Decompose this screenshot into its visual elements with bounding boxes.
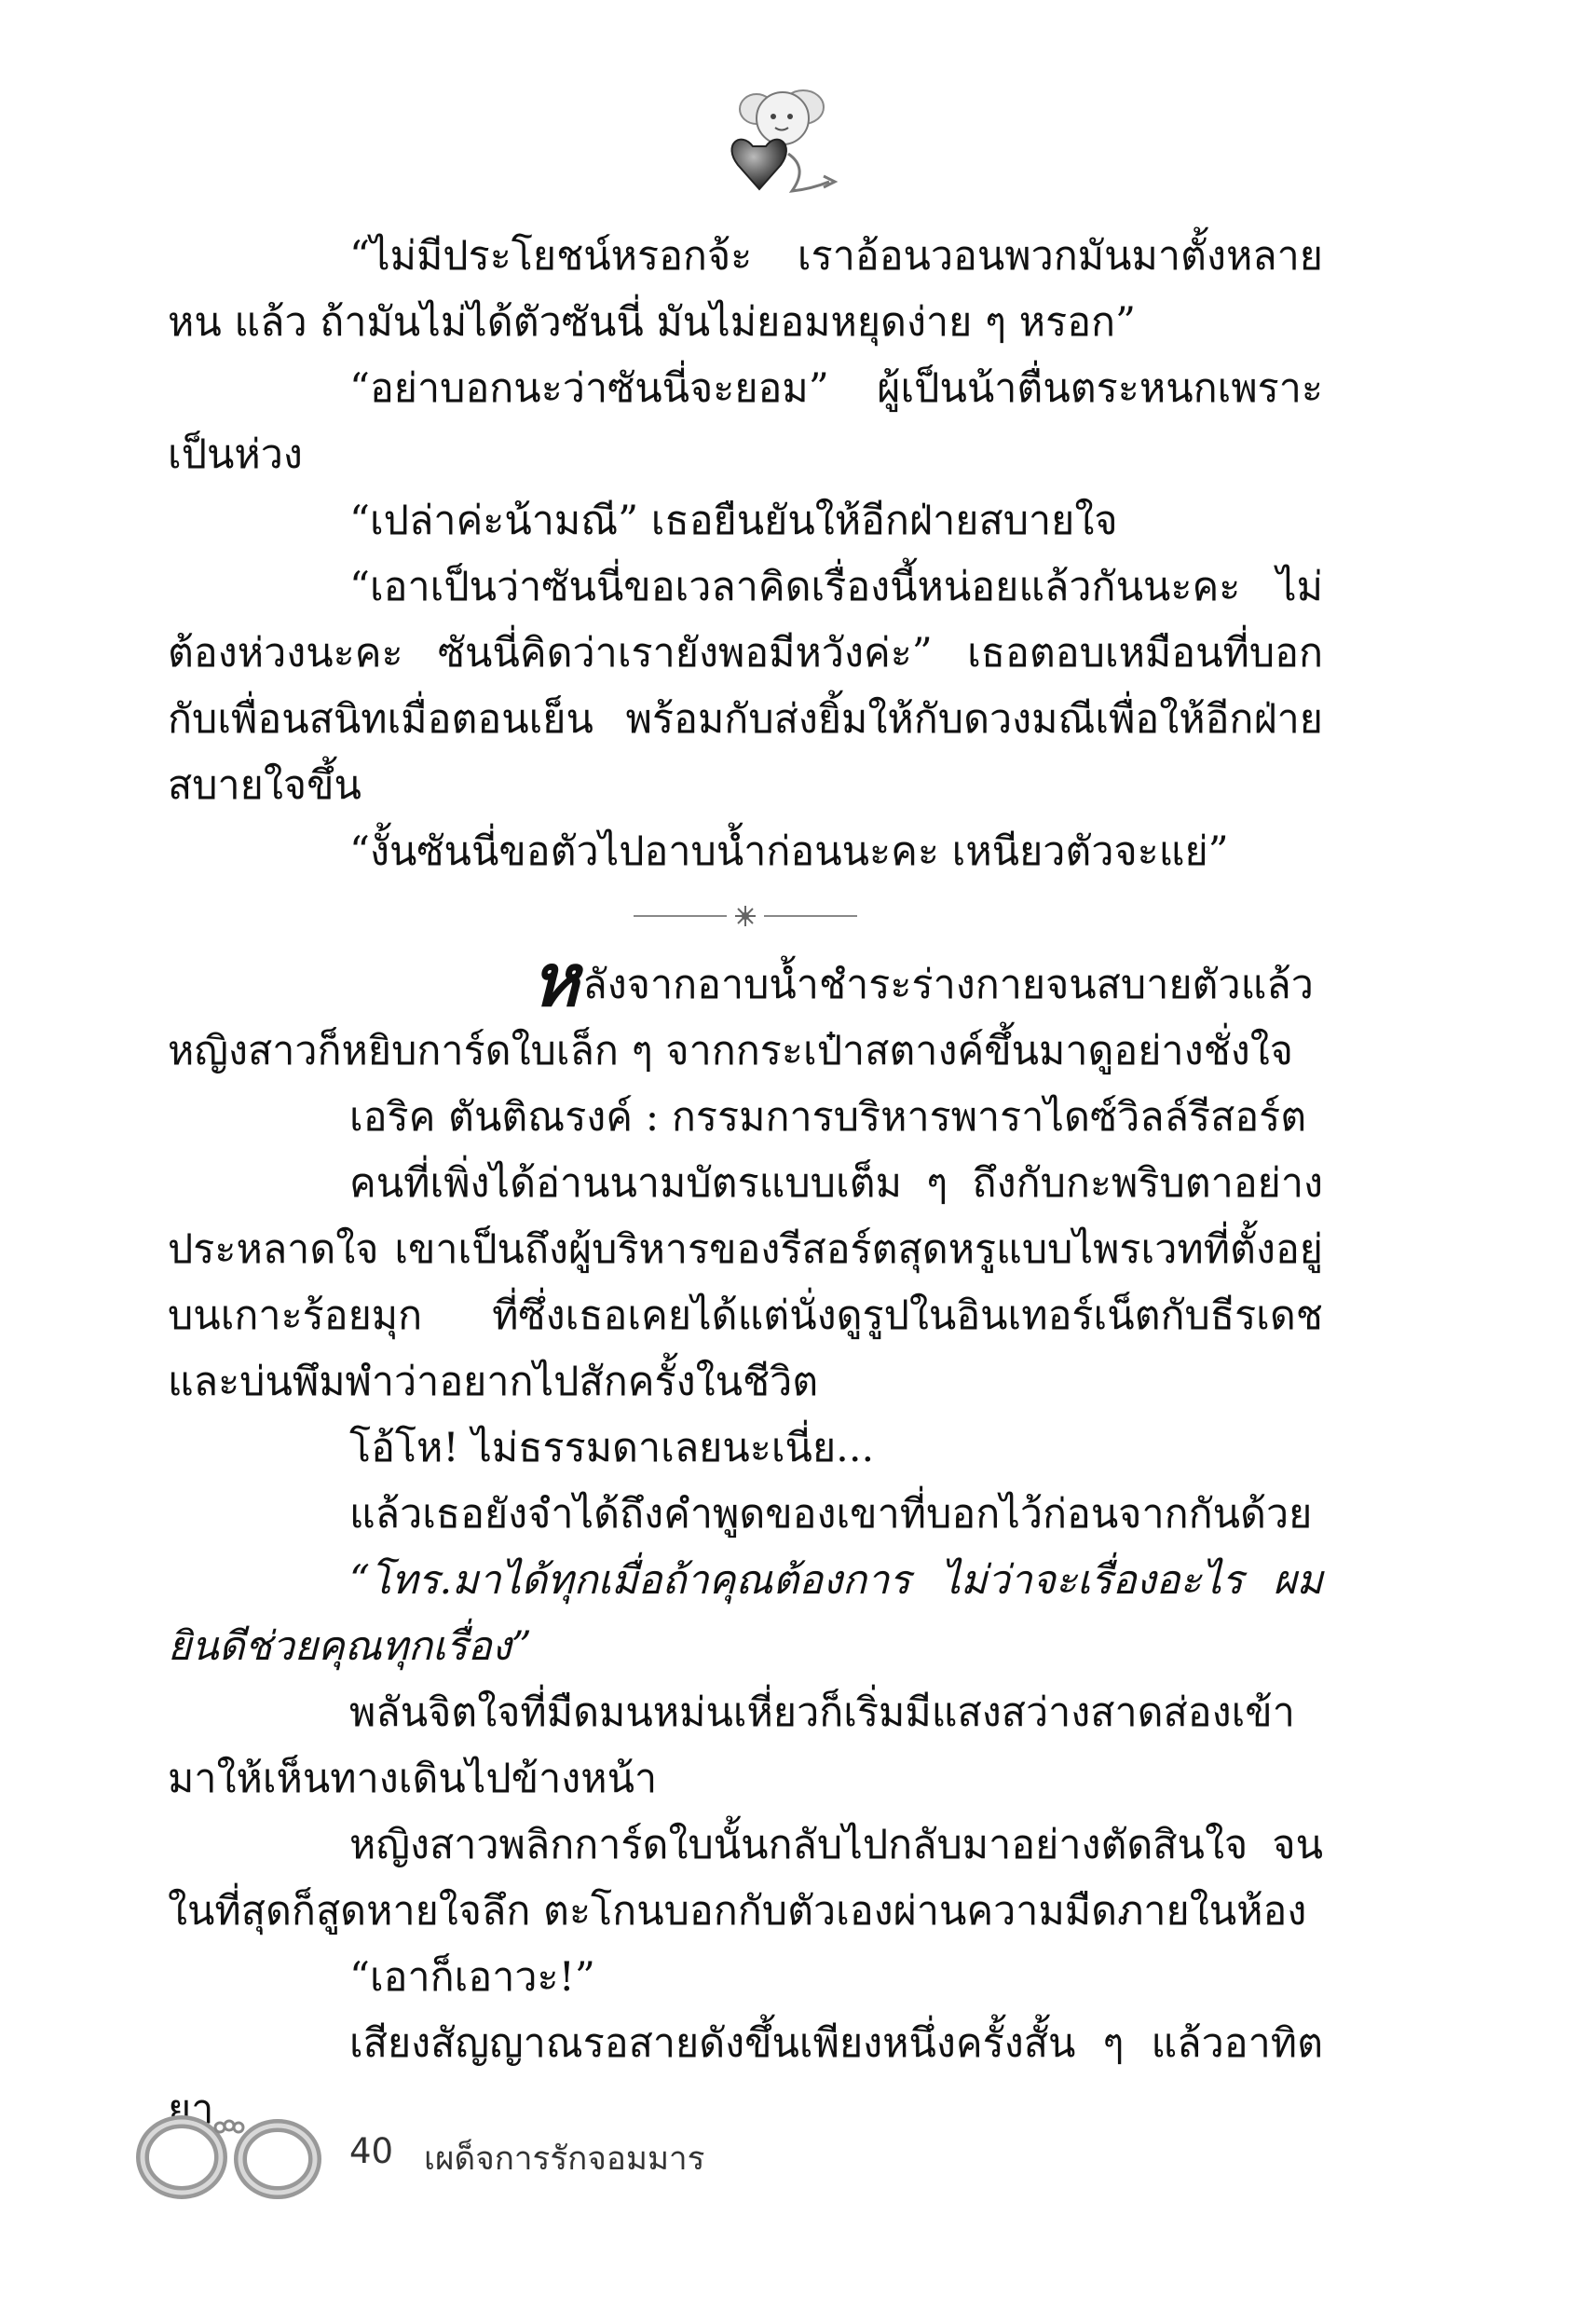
flower-divider-icon: [634, 902, 857, 930]
paragraph: หญิงสาวพลิกการ์ดใบนั้นกลับไปกลับมาอย่างตัดสินใจ จนในที่สุดก็สูดหายใจลึก ตะโกนบอกกับตัวเองผ่านความมืดภายในห้อง: [168, 1822, 1323, 1935]
page-number: 40: [349, 2131, 394, 2171]
paragraph: แล้วเธอยังจำได้ถึงคำพูดของเขาที่บอกไว้ก่อนจากกันด้วย: [349, 1491, 1313, 1538]
paragraph: “งั้นซันนี่ขอตัวไปอาบน้ำก่อนนะคะ เหนียวตัวจะแย่”: [349, 828, 1229, 875]
paragraph: “เอาเป็นว่าซันนี่ขอเวลาคิดเรื่องนี้หน่อยแล้วกันนะคะ ไม่ต้องห่วงนะคะ ซันนี่คิดว่าเรายังพอมีหวังค่ะ” เธอตอบเหมือนที่บอกกับเพื่อนสนิทเมื่อตอนเย็น พร้อมกับส่งยิ้มให้กับดวงมณีเพื่อให้อีกฝ่ายสบายใจขึ้น: [168, 564, 1323, 809]
dropcap-paragraph-text: ลังจากอาบน้ำชำระร่างกายจนสบายตัวแล้ว หญิงสาวก็หยิบการ์ดใบเล็ก ๆ จากกระเป๋าสตางค์ขึ้นมาดูอย่างชั่งใจ: [168, 962, 1314, 1074]
page-body: [168, 224, 1323, 2143]
section-divider: [168, 885, 1323, 947]
paragraph: “ไม่มีประโยชน์หรอกจ้ะ เราอ้อนวอนพวกมันมาตั้งหลายหน แล้ว ถ้ามันไม่ได้ตัวซันนี่ มันไม่ยอมหยุดง่าย ๆ หรอก”: [168, 233, 1323, 346]
paragraph: “อย่าบอกนะว่าซันนี่จะยอม” ผู้เป็นน้าตื่นตระหนกเพราะเป็นห่วง: [168, 365, 1323, 478]
paragraph: “เอาก็เอาวะ!”: [349, 1954, 595, 2001]
paragraph: คนที่เพิ่งได้อ่านนามบัตรแบบเต็ม ๆ ถึงกับกะพริบตาอย่างประหลาดใจ เขาเป็นถึงผู้บริหารของรีสอร์ตสุดหรูแบบไพรเวทที่ตั้งอยู่บนเกาะร้อยมุก ที่ซึ่งเธอเคยได้แต่นั่งดูรูปในอินเทอร์เน็ตกับธีรเดชและบ่นพึมพำว่าอยากไปสักครั้งในชีวิต: [168, 1160, 1323, 1405]
italic-quote: “โทร.มาได้ทุกเมื่อถ้าคุณต้องการ ไม่ว่าจะเรื่องอะไร ผมยินดีช่วยคุณทุกเรื่อง”: [168, 1557, 1323, 1670]
dropcap-paragraph: [168, 938, 1323, 1085]
dropcap-letter: ห: [531, 938, 580, 1023]
paragraph: เสียงสัญญาณรอสายดังขึ้นเพียงหนึ่งครั้งสั้น ๆ แล้วอาทิตยา: [168, 2020, 1323, 2133]
cupid-with-heart-icon: [699, 79, 857, 200]
page-footer: [130, 2101, 969, 2204]
paragraph: พลันจิตใจที่มืดมนหม่นเหี่ยวก็เริ่มมีแสงสว่างสาดส่องเข้ามาให้เห็นทางเดินไปข้างหน้า: [168, 1689, 1295, 1802]
paragraph: เอริค ตันติณรงค์ : กรรมการบริหารพาราไดซ์วิลล์รีสอร์ต: [349, 1094, 1307, 1141]
book-title: เผด็จการรักจอมมาร: [424, 2140, 705, 2178]
paragraph: โอ้โห! ไม่ธรรมดาเลยนะเนี่ย...: [349, 1425, 875, 1471]
handcuffs-icon: [130, 2101, 326, 2204]
paragraph: “เปล่าค่ะน้ามณี” เธอยืนยันให้อีกฝ่ายสบายใจ: [349, 498, 1118, 544]
